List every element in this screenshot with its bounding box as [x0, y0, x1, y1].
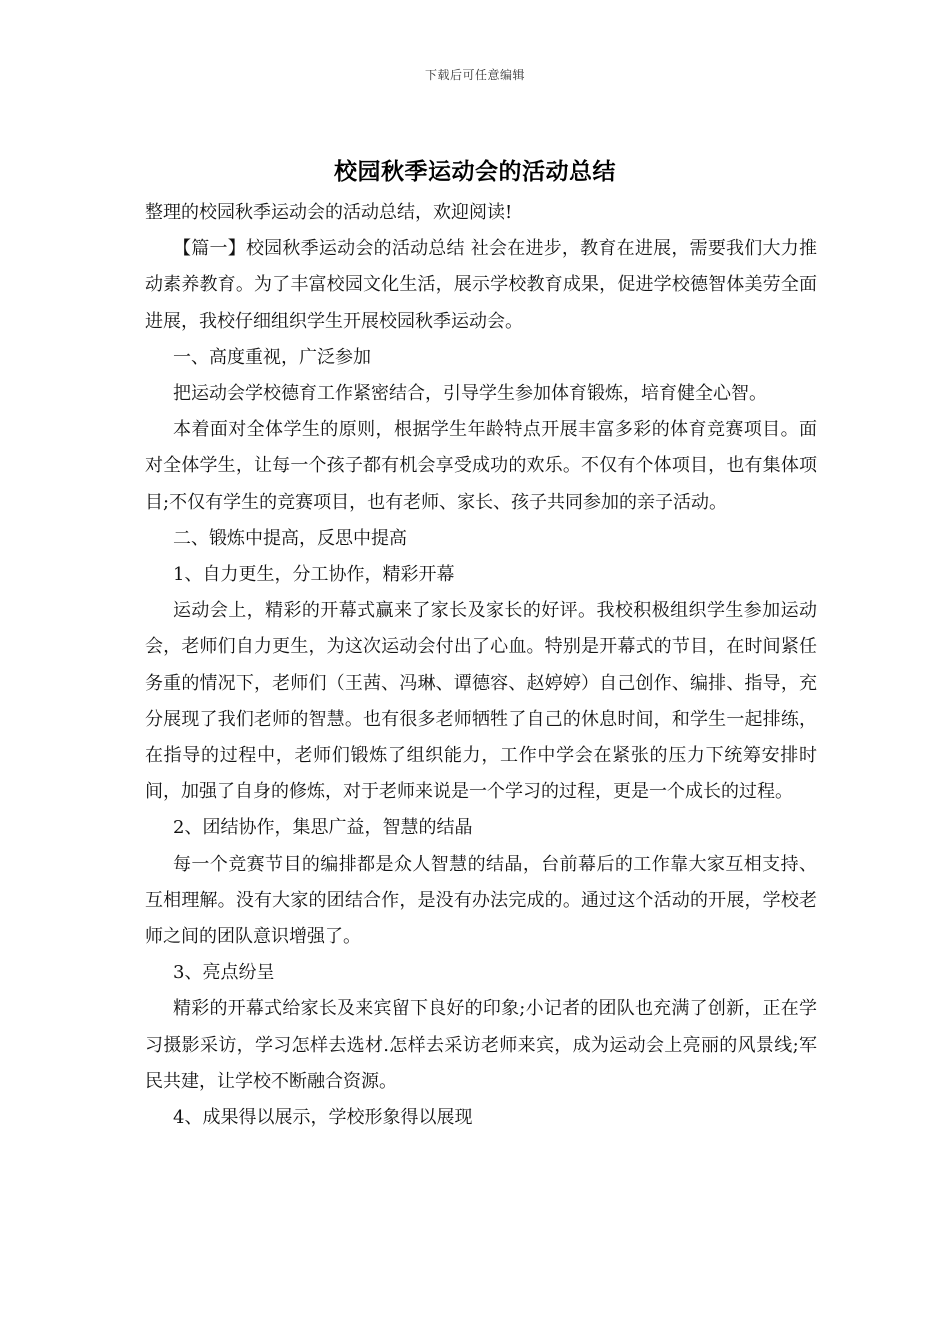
- subsection-heading: 1、自力更生，分工协作，精彩开幕: [173, 564, 455, 586]
- subsection-heading: 2、团结协作，集思广益，智慧的结晶: [173, 817, 473, 839]
- subsection-heading: 3、亮点纷呈: [173, 962, 275, 984]
- paragraph: 把运动会学校德育工作紧密结合，引导学生参加体育锻炼，培育健全心智。: [173, 383, 767, 405]
- paragraph: 每一个竞赛节目的编排都是众人智慧的结晶，台前幕后的工作靠大家互相支持、互相理解。没有大家的团结合作，是没有办法完成的。通过这个活动的开展，学校老师之间的团队意识增强了。: [145, 853, 817, 948]
- paragraph: 【篇一】校园秋季运动会的活动总结 社会在进步，教育在进展，需要我们大力推动素养教育。为了丰富校园文化生活，展示学校教育成果，促进学校德智体美劳全面进展，我校仔细组织学生开展校园秋季运动会。: [145, 238, 817, 332]
- subsection-heading: 4、成果得以展示，学校形象得以展现: [173, 1107, 473, 1129]
- section-heading: 二、锻炼中提高，反思中提高: [173, 527, 407, 549]
- paragraph: 运动会上，精彩的开幕式赢来了家长及家长的好评。我校积极组织学生参加运动会，老师们自力更生，为这次运动会付出了心血。特别是开幕式的节目，在时间紧任务重的情况下，老师们（王茜、冯琳、谭德容、赵婷婷）自己创作、编排、指导，充分展现了我们老师的智慧。也有很多老师牺牲了自己的休息时间，和学生一起排练，在指导的过程中，老师们锻炼了组织能力，工作中学会在紧张的压力下统筹安排时间，加强了自身的修炼，对于老师来说是一个学习的过程，更是一个成长的过程。: [145, 600, 817, 803]
- document-title: 校园秋季运动会的活动总结: [334, 158, 616, 185]
- section-heading: 一、高度重视，广泛参加: [173, 346, 371, 368]
- document-body: [145, 195, 817, 1136]
- intro-paragraph: 整理的校园秋季运动会的活动总结，欢迎阅读!: [145, 202, 513, 223]
- paragraph: 精彩的开幕式给家长及来宾留下良好的印象;小记者的团队也充满了创新，正在学习摄影采访，学习怎样去选材.怎样去采访老师来宾，成为运动会上亮丽的风景线;军民共建，让学校不断融合资源。: [145, 998, 817, 1092]
- header-note: 下载后可任意编辑: [424, 68, 525, 82]
- paragraph: 本着面对全体学生的原则，根据学生年龄特点开展丰富多彩的体育竞赛项目。面对全体学生，让每一个孩子都有机会享受成功的欢乐。不仅有个体项目，也有集体项目;不仅有学生的竞赛项目，也有老师、家长、孩子共同参加的亲子活动。: [145, 419, 817, 513]
